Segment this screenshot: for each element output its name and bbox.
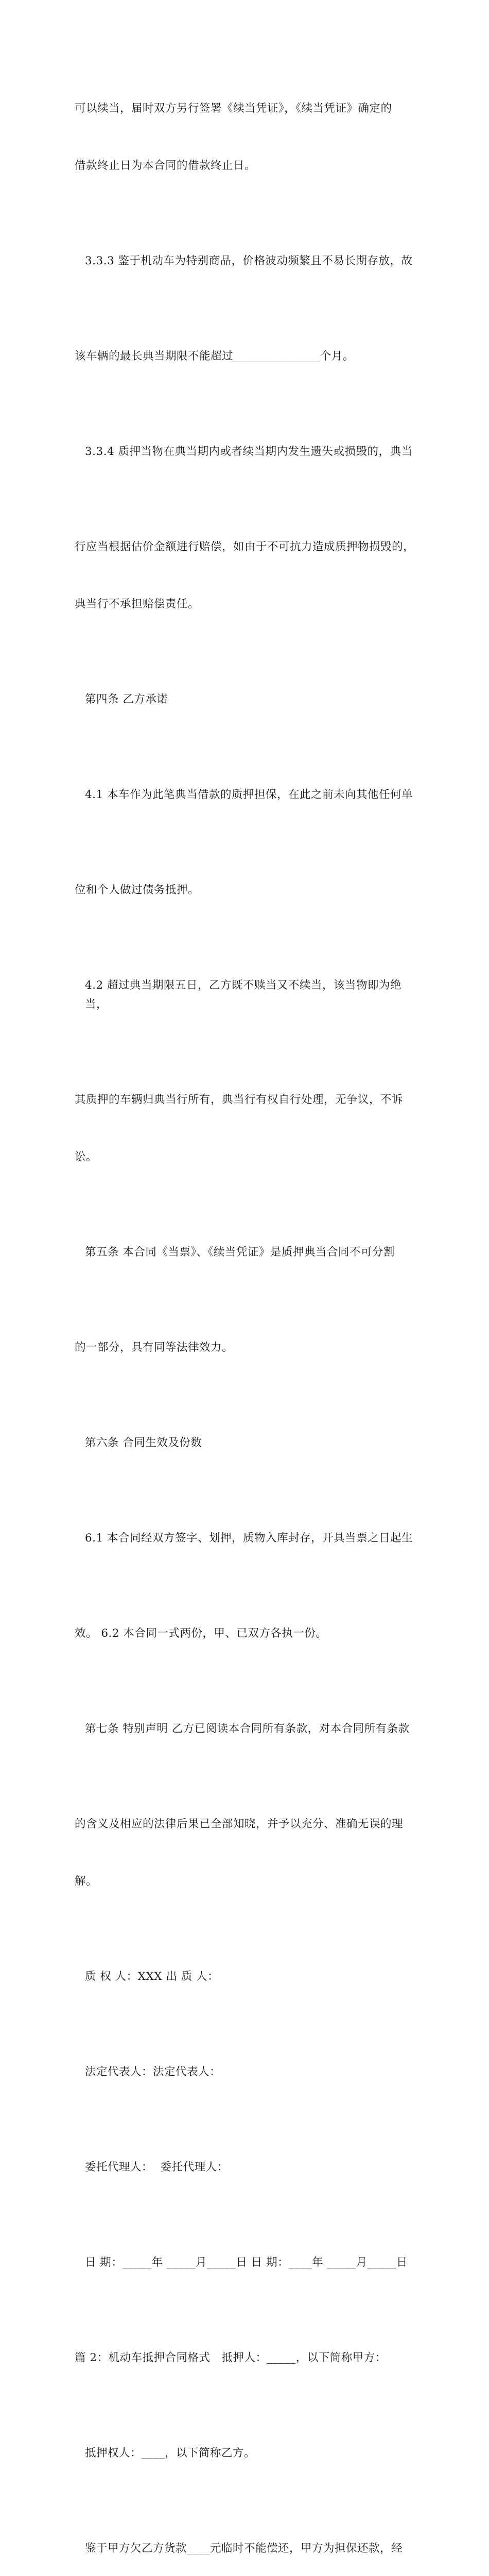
clause-3-3-4-cont bbox=[75, 499, 417, 652]
text-line: 3.3.3 鉴于机动车为特别商品，价格波动频繁且不易长期存放，故 bbox=[85, 255, 413, 267]
text-line: 第四条 乙方承诺 bbox=[85, 693, 168, 706]
article-6-heading bbox=[75, 1395, 417, 1490]
text-line: 日 期：_____年 _____月_____日 日 期：____年 _____月_____日 bbox=[85, 2256, 408, 2269]
article-5 bbox=[75, 1205, 417, 1300]
text-line: 篇 2：机动车抵押合同格式 抵押人：_____，以下简称甲方： bbox=[75, 2351, 387, 2364]
article-7 bbox=[75, 1681, 417, 1776]
text-line: 讼。 bbox=[75, 1150, 98, 1163]
text-line: 法定代表人：法定代表人： bbox=[85, 2065, 221, 2078]
text-line: 效。 6.2 本合同一式两份，甲、已双方各执一份。 bbox=[75, 1627, 327, 1640]
text-line: 4.1 本车作为此笔典当借款的质押担保，在此之前未向其他任何单 bbox=[85, 788, 413, 801]
article-4-heading bbox=[75, 652, 417, 747]
clause-4-1 bbox=[75, 747, 417, 842]
text-line: 的一部分，具有同等法律效力。 bbox=[75, 1341, 234, 1354]
text-line: 第七条 特别声明 乙方已阅读本合同所有条款，对本合同所有条款 bbox=[85, 1722, 410, 1735]
article-5-cont bbox=[75, 1300, 417, 1395]
text-line: 该车辆的最长典当期限不能超过_______________个月。 bbox=[75, 350, 354, 363]
text-line: 第六条 合同生效及份数 bbox=[85, 1436, 202, 1449]
signature-agent bbox=[75, 2120, 417, 2215]
article-7-cont bbox=[75, 1776, 417, 1929]
clause-4-2-cont bbox=[75, 1052, 417, 1205]
signature-legal-rep bbox=[75, 2024, 417, 2120]
text-line: 3.3.4 质押当物在典当期内或者续当期内发生遗失或损毁的，典当 bbox=[85, 445, 413, 458]
mortgagee-line bbox=[75, 2405, 417, 2501]
document-body bbox=[75, 61, 417, 2576]
text-line: 其质押的车辆归典当行所有，典当行有权自行处理，无争议，不诉 bbox=[75, 1093, 404, 1106]
text-line: 4.2 超过典当期限五日，乙方既不赎当又不续当，该当物即为绝当， bbox=[85, 979, 402, 1011]
text-line: 的含义及相应的法律后果已全部知晓，并予以充分、准确无误的理 bbox=[75, 1818, 404, 1831]
clause-4-2 bbox=[75, 938, 417, 1052]
text-line: 位和个人做过债务抵押。 bbox=[75, 884, 200, 896]
text-line: 可以续当，届时双方另行签署《续当凭证》，《续当凭证》确定的 bbox=[75, 102, 392, 115]
clause-3-3-4 bbox=[75, 404, 417, 499]
clause-3-3-3 bbox=[75, 213, 417, 309]
text-line: 鉴于甲方欠乙方货款____元临时不能偿还，甲方为担保还款，经 bbox=[85, 2542, 403, 2555]
section-2-heading bbox=[75, 2310, 417, 2405]
text-line: 委托代理人： 委托代理人： bbox=[85, 2161, 229, 2174]
clause-6-1 bbox=[75, 1490, 417, 1586]
clause-4-1-cont bbox=[75, 842, 417, 938]
text-line: 质 权 人：XXX 出 质 人： bbox=[85, 1970, 219, 1983]
paragraph-continuation bbox=[75, 61, 417, 213]
text-line: 行应当根据估价金额进行赔偿，如由于不可抗力造成质押物损毁的， bbox=[75, 540, 415, 553]
clause-3-3-3-cont bbox=[75, 309, 417, 404]
text-line: 典当行不承担赔偿责任。 bbox=[75, 598, 200, 611]
text-line: 借款终止日为本合同的借款终止日。 bbox=[75, 159, 256, 172]
signature-pledgee bbox=[75, 1929, 417, 2024]
signature-date bbox=[75, 2215, 417, 2310]
text-line: 抵押权人：____，以下简称乙方。 bbox=[85, 2447, 256, 2460]
text-line: 解。 bbox=[75, 1875, 98, 1888]
text-line: 第五条 本合同《当票》、《续当凭证》是质押典当合同不可分割 bbox=[85, 1246, 395, 1259]
text-line: 6.1 本合同经双方签字、划押，质物入库封存，开具当票之日起生 bbox=[85, 1532, 413, 1545]
clause-6-1-cont bbox=[75, 1586, 417, 1681]
recital bbox=[75, 2501, 417, 2576]
